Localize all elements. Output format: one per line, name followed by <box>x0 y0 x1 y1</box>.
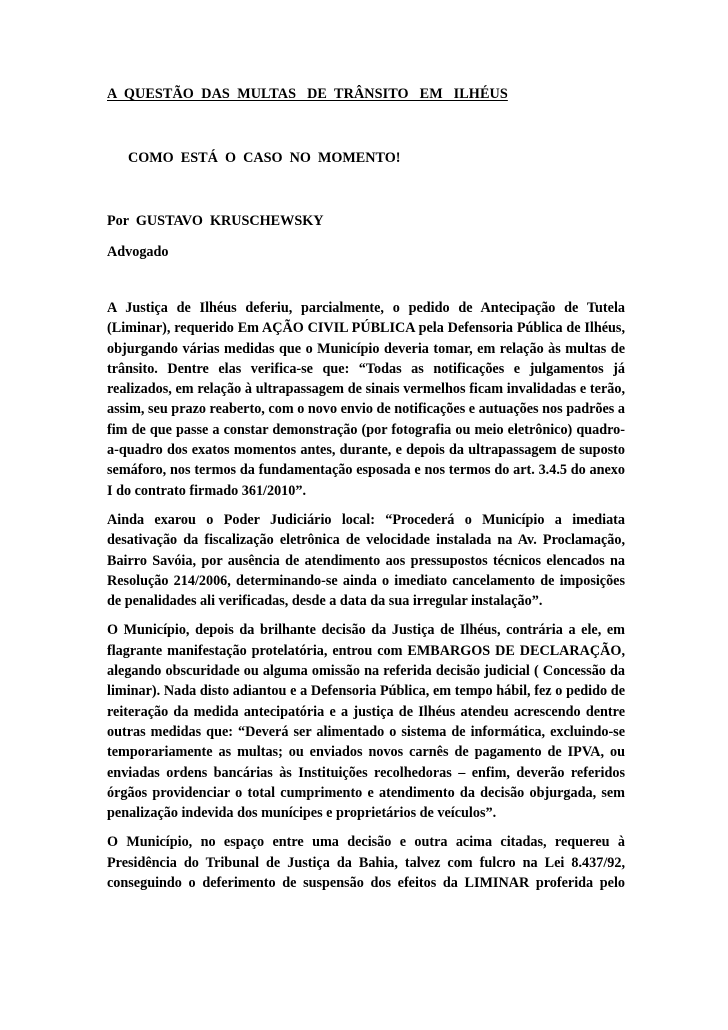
author-line: Por GUSTAVO KRUSCHEWSKY <box>107 213 324 229</box>
document-body <box>107 298 625 902</box>
paragraph-1: A Justiça de Ilhéus deferiu, parcialmente, o pedido de Antecipação de Tutela (Liminar), requerido Em AÇÃO CIVIL PÚBLICA pela Defensoria Pública de Ilhéus, objurgando várias medidas que o Município deveria tomar, em relação às multas de trânsito. Dentre elas verifica-se que: “Todas as notificações e julgamentos já realizados, em relação à ultrapassagem de sinais vermelhos ficam invalidadas e terão, assim, seu prazo reaberto, com o novo envio de notificações e autuações nos padrões a fim de que passe a constar demonstração (por fotografia ou meio eletrônico) quadro-a-quadro dos exatos momentos antes, durante, e depois da ultrapassagem de suposto semáforo, nos termos da fundamentação esposada e nos termos do art. 3.4.5 do anexo I do contrato firmado 361/2010”. <box>107 300 625 499</box>
paragraph-3: O Município, depois da brilhante decisão da Justiça de Ilhéus, contrária a ele, em flagrante manifestação protelatória, entrou com EMBARGOS DE DECLARAÇÃO, alegando obscuridade ou alguma omissão na referida decisão judicial ( Concessão da liminar). Nada disto adiantou e a Defensoria Pública, em tempo hábil, fez o pedido de reiteração da medida antecipatória e a justiça de Ilhéus atendeu acrescendo dentre outras medidas que: “Deverá ser alimentado o sistema de informática, excluindo-se temporariamente as multas; ou enviados novos carnês de pagamento de IPVA, ou enviadas ordens bancárias às Instituições recolhedoras – enfim, deverão referidos órgãos providenciar o total cumprimento e atendimento da decisão objurgada, sem penalização indevida dos munícipes e proprietários de veículos”. <box>107 622 625 822</box>
author-role: Advogado <box>107 244 169 260</box>
document-subtitle: COMO ESTÁ O CASO NO MOMENTO! <box>128 150 401 166</box>
paragraph-2: Ainda exarou o Poder Judiciário local: “Procederá o Município a imediata desativação da fiscalização eletrônica de velocidade instalada na Av. Proclamação, Bairro Savóia, por ausência de atendimento aos pressupostos técnicos elencados na Resolução 214/2006, determinando-se ainda o imediato cancelamento de imposições de penalidades ali verificadas, desde a data da sua irregular instalação”. <box>107 511 625 610</box>
document-title: A QUESTÃO DAS MULTAS DE TRÂNSITO EM ILHÉUS <box>107 86 508 102</box>
paragraph-4: O Município, no espaço entre uma decisão e outra acima citadas, requereu à Presidência do Tribunal de Justiça da Bahia, talvez com fulcro na Lei 8.437/92, conseguindo o deferimento de suspensão dos efeitos da LIMINAR proferida pelo <box>107 834 625 892</box>
